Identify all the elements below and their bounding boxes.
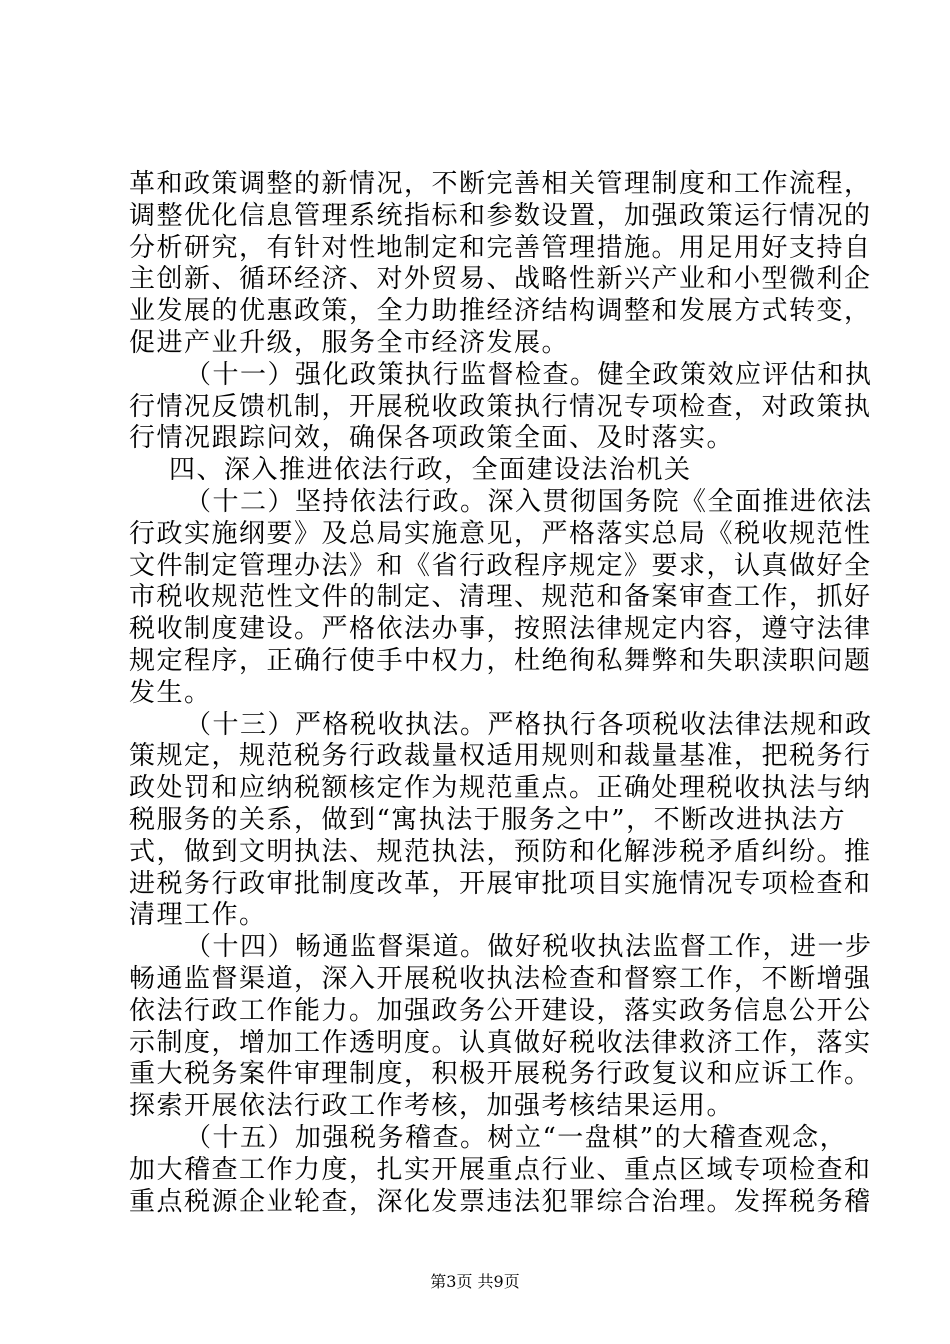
text-line: 主创新、循环经济、对外贸易、战略性新兴产业和小型微利企 [129, 264, 872, 295]
text-line: 政处罚和应纳税额核定作为规范重点。正确处理税收执法与纳 [129, 773, 872, 804]
text-line: 示制度，增加工作透明度。认真做好税收法律救济工作，落实 [129, 1027, 872, 1058]
paragraph-start-line: （十一）强化政策执行监督检查。健全政策效应评估和执 [185, 359, 873, 390]
paragraph-start-line: （十五）加强税务稽查。树立“一盘棋”的大稽查观念， [185, 1122, 848, 1153]
text-line: 市税收规范性文件的制定、清理、规范和备案审查工作，抓好 [129, 582, 872, 613]
text-line: 进税务行政审批制度改革，开展审批项目实施情况专项检查和 [129, 868, 872, 899]
text-line: 式，做到文明执法、规范执法，预防和化解涉税矛盾纠纷。推 [129, 836, 872, 867]
text-line: 革和政策调整的新情况，不断完善相关管理制度和工作流程， [129, 169, 872, 199]
paragraph-start-line: （十二）坚持依法行政。深入贯彻国务院《全面推进依法 [185, 486, 873, 517]
text-line: 税收制度建设。严格依法办事，按照法律规定内容，遵守法律 [129, 614, 872, 645]
section-heading: 四、深入推进依法行政，全面建设法治机关 [169, 455, 692, 486]
text-line: 业发展的优惠政策，全力助推经济结构调整和发展方式转变， [129, 296, 872, 327]
text-line: 加大稽查工作力度，扎实开展重点行业、重点区域专项检查和 [129, 1154, 872, 1185]
text-line: 重大税务案件审理制度，积极开展税务行政复议和应诉工作。 [129, 1059, 872, 1090]
text-line: 策规定，规范税务行政裁量权适用规则和裁量基准，把税务行 [129, 741, 872, 772]
text-line: 规定程序，正确行使手中权力，杜绝徇私舞弊和失职渎职问题 [129, 645, 872, 676]
text-line: 税服务的关系，做到“寓执法于服务之中”，不断改进执法方 [129, 804, 847, 835]
text-line: 探索开展依法行政工作考核，加强考核结果运用。 [129, 1091, 735, 1122]
text-line: 发生。 [129, 677, 212, 708]
text-line: 行情况反馈机制，开展税收政策执行情况专项检查，对政策执 [129, 391, 872, 422]
paragraph-start-line: （十四）畅通监督渠道。做好税收执法监督工作，进一步 [185, 932, 873, 963]
text-line: 畅通监督渠道，深入开展税收执法检查和督察工作，不断增强 [129, 963, 872, 994]
text-line: 分析研究，有针对性地制定和完善管理措施。用足用好支持自 [129, 232, 872, 263]
page-number-footer: 第3页 共9页 [430, 1272, 520, 1291]
text-line: 促进产业升级，服务全市经济发展。 [129, 327, 570, 358]
text-line: 重点税源企业轮查，深化发票违法犯罪综合治理。发挥税务稽 [129, 1186, 872, 1217]
text-line: 调整优化信息管理系统指标和参数设置，加强政策运行情况的 [129, 200, 872, 231]
text-line: 行情况跟踪问效，确保各项政策全面、及时落实。 [129, 423, 735, 454]
document-body [129, 169, 873, 1218]
text-line: 文件制定管理办法》和《省行政程序规定》要求，认真做好全 [129, 550, 872, 581]
paragraph-start-line: （十三）严格税收执法。严格执行各项税收法律法规和政 [185, 709, 873, 740]
text-line: 行政实施纲要》及总局实施意见，严格落实总局《税收规范性 [129, 518, 872, 549]
text-line: 依法行政工作能力。加强政务公开建设，落实政务信息公开公 [129, 995, 872, 1026]
text-line: 清理工作。 [129, 900, 267, 931]
